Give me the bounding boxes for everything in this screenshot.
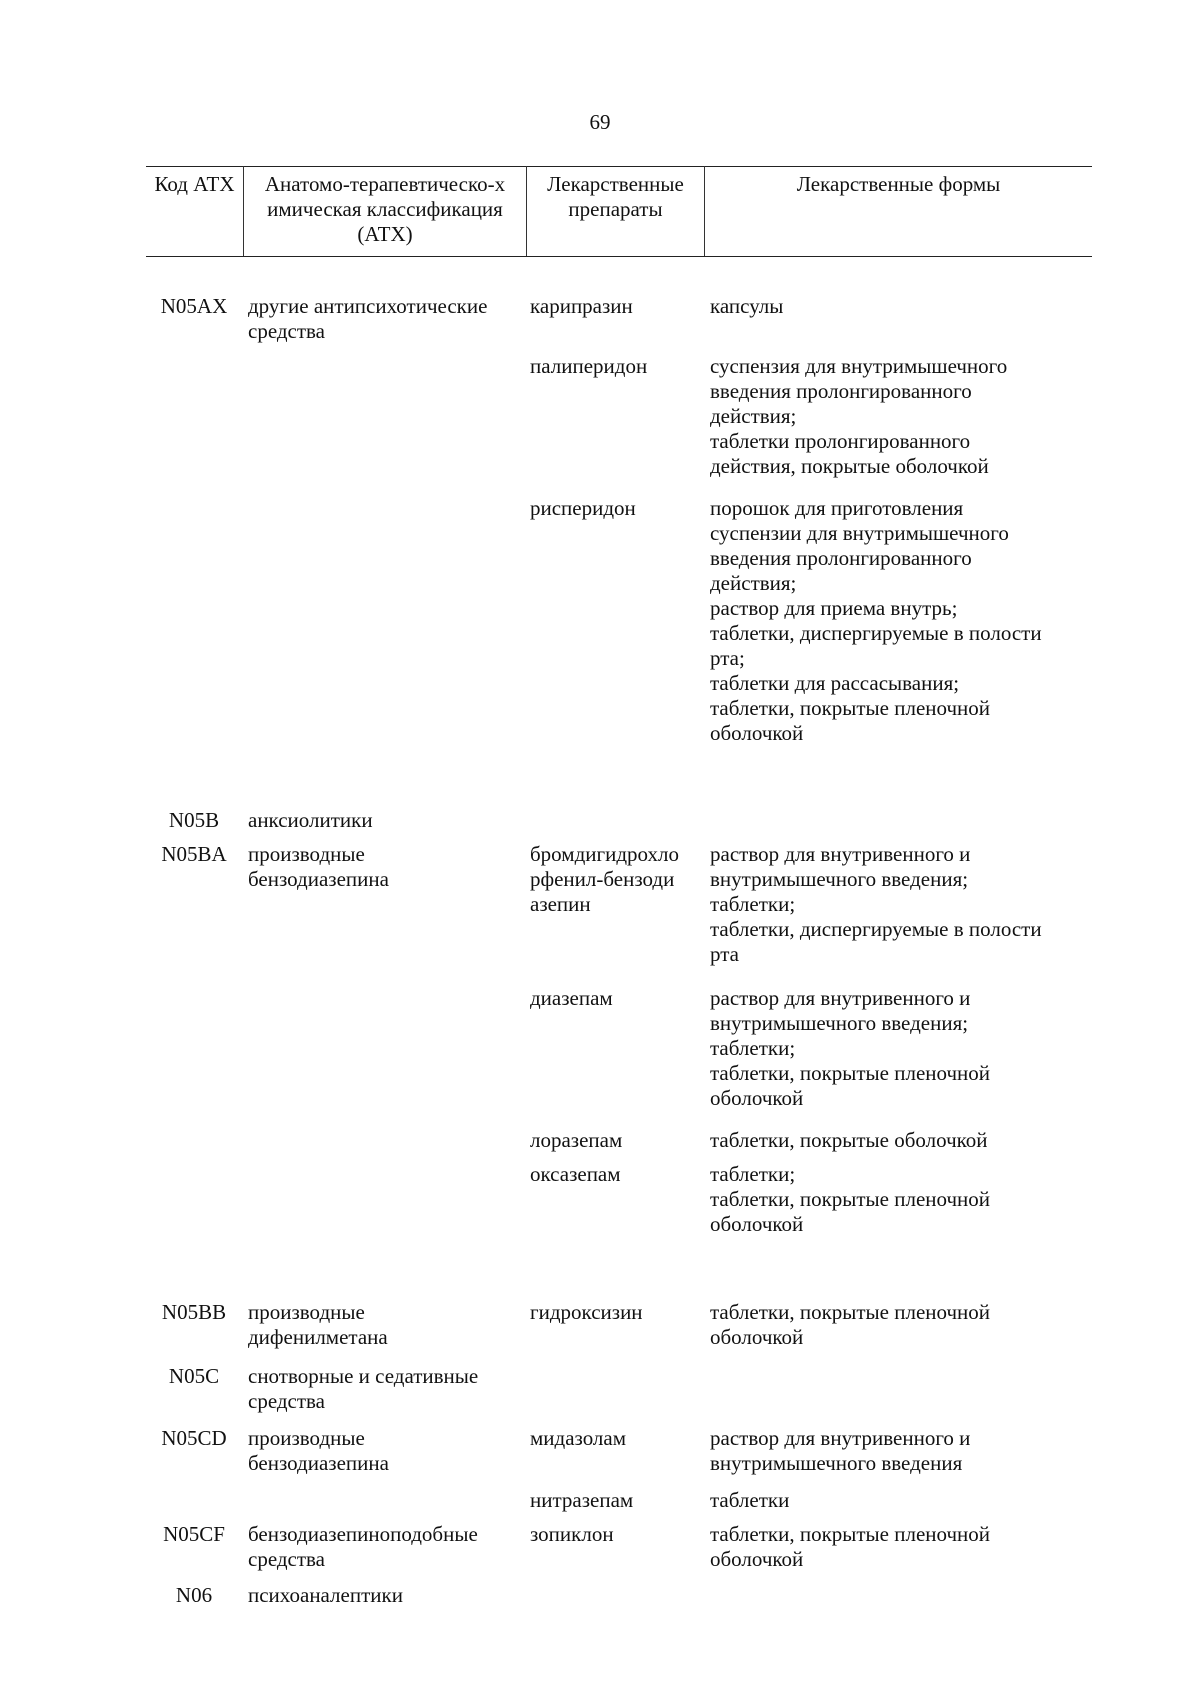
- text-line: таблетки пролонгированного: [710, 429, 971, 453]
- dosage-forms-cell: [710, 496, 1102, 746]
- text-line: таблетки, покрытые пленочной: [710, 1300, 991, 1324]
- text-line: производные: [248, 1426, 365, 1450]
- text-line: таблетки;: [710, 1036, 796, 1060]
- atc-code: N05AX: [160, 294, 228, 318]
- text-line: таблетки;: [710, 1162, 796, 1186]
- atc-code: N05CF: [163, 1522, 225, 1546]
- drug-cell: [530, 1488, 705, 1513]
- text-line: средства: [248, 1547, 326, 1571]
- text-line: действия;: [710, 571, 797, 595]
- text-line: бензодиазепиноподобные: [248, 1522, 478, 1546]
- text-line: оболочкой: [710, 1325, 804, 1349]
- text-line: бензодиазепина: [248, 1451, 389, 1475]
- atc-code: N05B: [168, 808, 220, 832]
- dosage-forms-cell: [710, 842, 1102, 967]
- atc-code: N05CD: [161, 1426, 227, 1450]
- text-line: психоаналептики: [248, 1583, 403, 1607]
- classification-cell: [248, 1522, 523, 1572]
- text-line: оболочкой: [710, 721, 804, 745]
- text-line: оболочкой: [710, 1547, 804, 1571]
- text-line: раствор для внутривенного и: [710, 986, 971, 1010]
- text-line: суспензии для внутримышечного: [710, 521, 1009, 545]
- text-line: производные: [248, 1300, 365, 1324]
- text-line: нитразепам: [530, 1488, 634, 1512]
- text-line: дифенилметана: [248, 1325, 388, 1349]
- text-line: карипразин: [530, 294, 633, 318]
- text-line: азепин: [530, 892, 591, 916]
- drug-cell: [530, 1522, 705, 1547]
- text-line: суспензия для внутримышечного: [710, 354, 1008, 378]
- classification-cell: [248, 842, 523, 892]
- text-line: раствор для внутривенного и: [710, 1426, 971, 1450]
- table-header-rule: [146, 256, 1092, 257]
- text-line: таблетки, покрытые пленочной: [710, 1061, 991, 1085]
- classification-cell: [248, 1426, 523, 1476]
- text-line: раствор для приема внутрь;: [710, 596, 958, 620]
- text-line: палиперидон: [530, 354, 648, 378]
- text-line: таблетки;: [710, 892, 796, 916]
- text-line: бромдигидрохло: [530, 842, 679, 866]
- dosage-forms-cell: [710, 1522, 1102, 1572]
- table-top-rule: [146, 166, 1092, 167]
- text-line: капсулы: [710, 294, 784, 318]
- drug-cell: [530, 842, 705, 917]
- classification-cell: [248, 1583, 523, 1608]
- text-line: таблетки для рассасывания;: [710, 671, 960, 695]
- text-line: оксазепам: [530, 1162, 621, 1186]
- text-line: введения пролонгированного: [710, 379, 972, 403]
- dosage-forms-cell: [710, 354, 1102, 479]
- dosage-forms-cell: [710, 1162, 1102, 1237]
- text-line: таблетки: [710, 1488, 790, 1512]
- text-line: раствор для внутривенного и: [710, 842, 971, 866]
- text-line: другие антипсихотические: [248, 294, 488, 318]
- text-line: таблетки, диспергируемые в полости: [710, 917, 1042, 941]
- text-line: зопиклон: [530, 1522, 614, 1546]
- text-line: оболочкой: [710, 1086, 804, 1110]
- classification-cell: [248, 294, 523, 344]
- text-line: порошок для приготовления: [710, 496, 964, 520]
- text-line: введения пролонгированного: [710, 546, 972, 570]
- text-line: бензодиазепина: [248, 867, 389, 891]
- atc-code: N05BB: [161, 1300, 227, 1324]
- atc-code: N05C: [168, 1364, 220, 1388]
- dosage-forms-cell: [710, 1488, 1102, 1513]
- drug-cell: [530, 1426, 705, 1451]
- text-line: внутримышечного введения;: [710, 867, 969, 891]
- header-classification: Анатомо-терапевтическо-х имическая классификация (АТХ): [264, 172, 506, 246]
- text-line: таблетки, покрытые оболочкой: [710, 1128, 988, 1152]
- dosage-forms-cell: [710, 1300, 1102, 1350]
- drug-cell: [530, 496, 705, 521]
- text-line: средства: [248, 1389, 326, 1413]
- dosage-forms-cell: [710, 986, 1102, 1111]
- text-line: таблетки, покрытые пленочной: [710, 1522, 991, 1546]
- drug-cell: [530, 1162, 705, 1187]
- text-line: гидроксизин: [530, 1300, 643, 1324]
- drug-cell: [530, 354, 705, 379]
- text-line: лоразепам: [530, 1128, 623, 1152]
- header-forms: Лекарственные формы: [796, 172, 1001, 196]
- text-line: анксиолитики: [248, 808, 373, 832]
- drug-cell: [530, 986, 705, 1011]
- atc-code: N05BA: [161, 842, 227, 866]
- text-line: диазепам: [530, 986, 613, 1010]
- dosage-forms-cell: [710, 1128, 1102, 1153]
- text-line: средства: [248, 319, 326, 343]
- text-line: оболочкой: [710, 1212, 804, 1236]
- text-line: снотворные и седативные: [248, 1364, 479, 1388]
- drug-cell: [530, 1128, 705, 1153]
- drug-cell: [530, 1300, 705, 1325]
- text-line: таблетки, покрытые пленочной: [710, 696, 991, 720]
- text-line: внутримышечного введения;: [710, 1011, 969, 1035]
- text-line: таблетки, покрытые пленочной: [710, 1187, 991, 1211]
- classification-cell: [248, 1300, 523, 1350]
- dosage-forms-cell: [710, 1426, 1102, 1476]
- atc-code: N06: [175, 1583, 213, 1607]
- header-drugs: Лекарственные препараты: [547, 172, 684, 221]
- text-line: таблетки, диспергируемые в полости: [710, 621, 1042, 645]
- text-line: рфенил-бензоди: [530, 867, 675, 891]
- text-line: рисперидон: [530, 496, 636, 520]
- text-line: рта: [710, 942, 739, 966]
- text-line: внутримышечного введения: [710, 1451, 963, 1475]
- page-number: 69: [589, 110, 611, 134]
- dosage-forms-cell: [710, 294, 1102, 319]
- text-line: действия, покрытые оболочкой: [710, 454, 989, 478]
- text-line: действия;: [710, 404, 797, 428]
- header-code: Код АТХ: [154, 172, 235, 196]
- classification-cell: [248, 808, 523, 833]
- drug-cell: [530, 294, 705, 319]
- text-line: мидазолам: [530, 1426, 627, 1450]
- text-line: производные: [248, 842, 365, 866]
- text-line: рта;: [710, 646, 745, 670]
- classification-cell: [248, 1364, 523, 1414]
